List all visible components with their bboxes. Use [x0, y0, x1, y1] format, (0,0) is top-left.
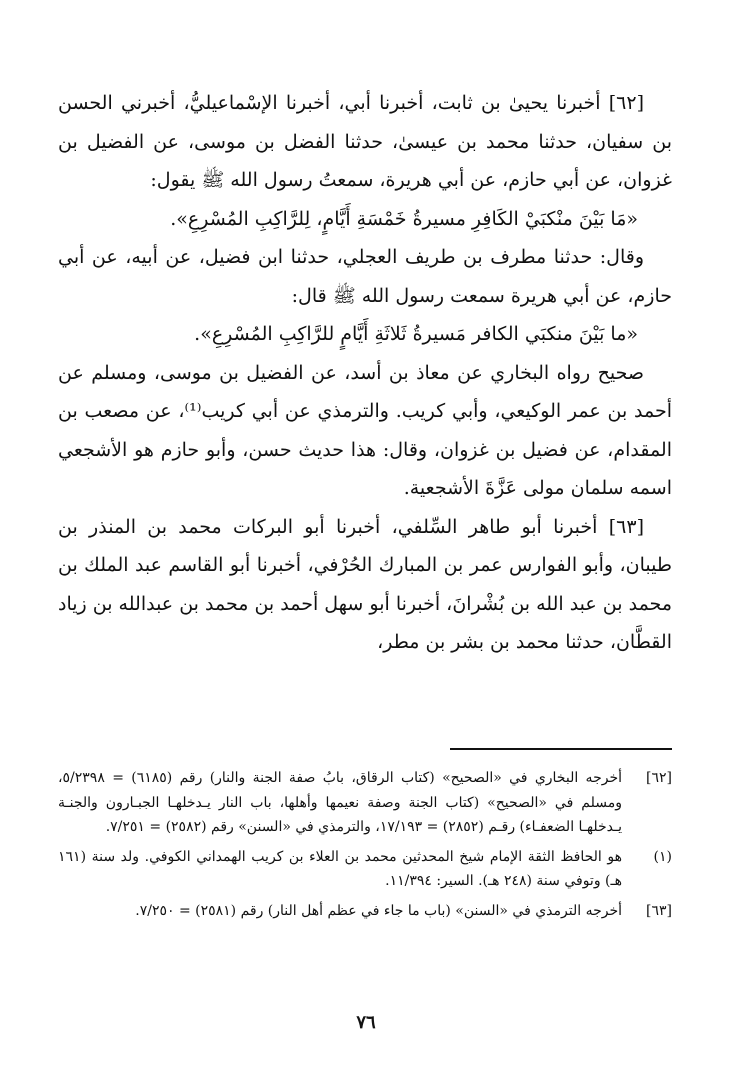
hadith-62-matn: «مَا بَيْنَ منْكبَيْ الكَافِرِ مسيرةُ خَمْسَةِ أَيَّامٍ، لِلرَّاكِبِ المُسْرِعِ». [170, 207, 638, 230]
footnote-marker: [٦٢] [646, 770, 672, 786]
hadith-62-second-isnad: وقال: حدثنا مطرف بن طريف العجلي، حدثنا ابن فضيل، عن أبيه، عن أبي حازم، عن أبي هريرة سمعت رسول الله ﷺ قال: [58, 246, 672, 307]
hadith-62-isnad: [٦٢] أخبرنا يحيىٰ بن ثابت، أخبرنا أبي، أخبرنا الإسْماعيليُّ، أخبرني الحسن بن سفيان، حدثنا محمد بن عيسىٰ، حدثنا الفضل بن موسى، عن الفضيل بن غزوان، عن أبي حازم، عن أبي هريرة، سمعتُ رسول الله ﷺ يقول: [58, 92, 672, 191]
main-text [58, 84, 672, 662]
hadith-62-second-matn: «ما بَيْنَ منكبَي الكافر مَسيرةُ ثَلاثَةِ أَيَّامٍ للرَّاكِبِ المُسْرِعِ». [194, 323, 638, 345]
footnote-marker: [٦٣] [646, 902, 672, 919]
hadith-63-isnad: [٦٣] أخبرنا أبو طاهر السِّلفي، أخبرنا أبو البركات محمد بن المنذر بن طيبان، وأبو الفوارس عمر بن المبارك الحُرْفي، أخبرنا أبو القاسم عبد الملك بن محمد بن عبد الله بن بُشْرانَ، أخبرنا أبو سهل أحمد بن محمد بن عبدالله بن زياد القطَّان، حدثنا محمد بن بشر بن مطر، [58, 515, 672, 653]
footnote-63 [58, 899, 672, 924]
footnote-1 [58, 845, 672, 894]
footnote-marker: (١) [653, 848, 672, 865]
footnote-62 [58, 766, 672, 840]
footnote-text: أخرجه البخاري في «الصحيح» (كتاب الرقاق، بابُ صفة الجنة والنار) رقم (٦١٨٥) = ٥/٢٣٩٨، ومسلم في «الصحيح» (كتاب الجنة وصفة نعيمها وأهلها، باب النار يـدخلهـا الجبـارون والجنـة يـدخلهـا الضعفـاء) رقـم (٢٨٥٢) = ١٧/١٩٣، والترمذي في «السنن» رقم (٢٥٨٢) = ٧/٢٥١. [58, 770, 622, 835]
footnote-text: هو الحافظ الثقة الإمام شيخ المحدثين محمد بن العلاء بن كريب الهمداني الكوفي. ولد سنة (١٦١ هـ) وتوفي سنة (٢٤٨ هـ). السير: ١١/٣٩٤. [58, 848, 622, 889]
hadith-62-takhrij: صحيح رواه البخاري عن معاذ بن أسد، عن الفضيل بن موسى، ومسلم عن أحمد بن عمر الوكيعي، وأبي كريب. والترمذي عن أبي كريب⁽¹⁾، عن مصعب بن المقدام، عن فضيل بن غزوان، وقال: هذا حديث حسن، وأبو حازم هو الأشجعي اسمه سلمان مولى عَزَّةَ الأشجعية. [58, 361, 672, 499]
page-number: ٧٦ [356, 1012, 376, 1033]
footnote-text: أخرجه الترمذي في «السنن» (باب ما جاء في عظم أهل النار) رقم (٢٥٨١) = ٧/٢٥٠. [135, 902, 622, 919]
footnotes [58, 766, 672, 928]
footnote-separator [450, 748, 672, 750]
